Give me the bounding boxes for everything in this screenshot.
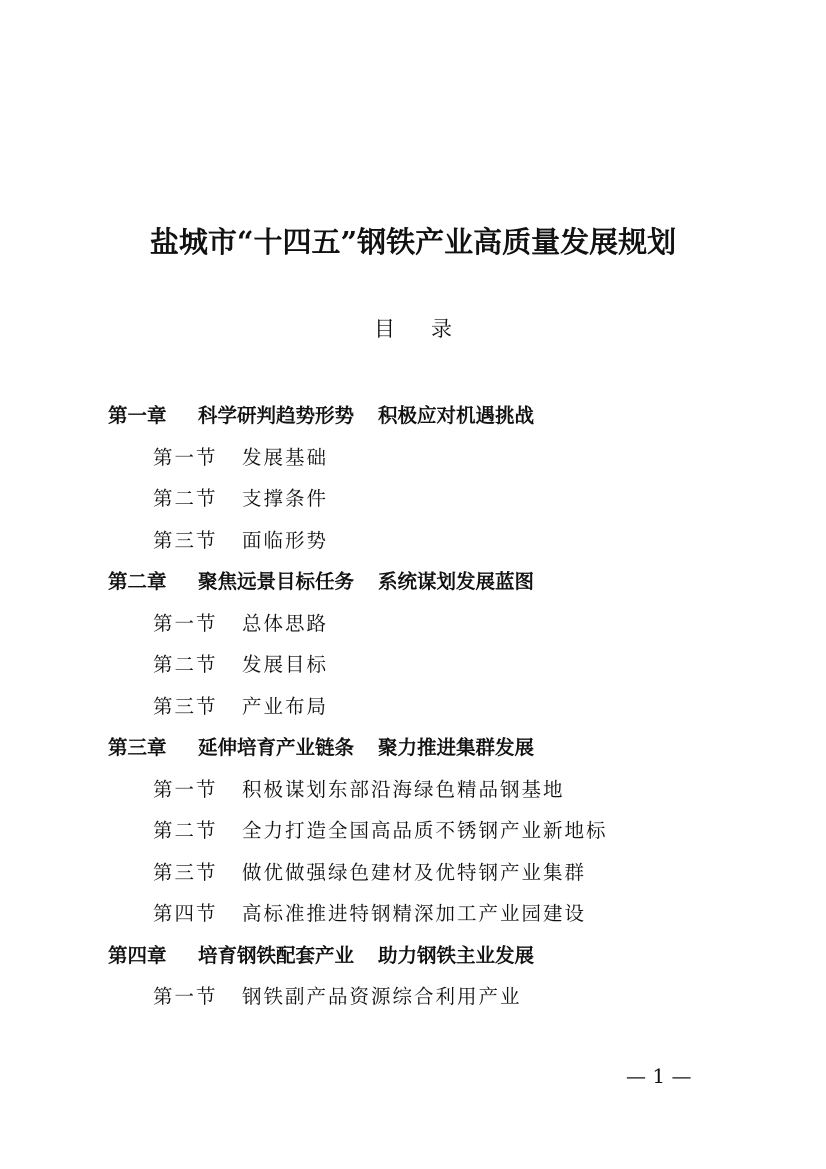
toc-chapter-2 — [0, 561, 826, 603]
section-title: 发展基础 — [242, 445, 329, 469]
chapter-title-a: 科学研判趋势形势 — [198, 404, 355, 427]
section-label: 第三节 — [153, 860, 218, 884]
section-label: 第三节 — [153, 528, 218, 552]
toc-chapter-1 — [0, 395, 826, 437]
chapter-title-a: 聚焦远景目标任务 — [198, 570, 355, 593]
section-label: 第一节 — [153, 985, 218, 1008]
toc-section — [0, 976, 826, 1018]
document-title: 盐城市“十四五”钢铁产业高质量发展规划 — [149, 225, 677, 259]
section-label: 第一节 — [153, 777, 218, 801]
section-title: 高标准推进特钢精深加工产业园建设 — [242, 902, 587, 925]
toc-heading-char-2: 录 — [431, 317, 452, 341]
chapter-title-b: 系统谋划发展蓝图 — [378, 570, 535, 593]
toc-section — [0, 769, 826, 811]
chapter-title-b: 助力钢铁主业发展 — [378, 943, 535, 967]
section-label: 第四节 — [153, 902, 218, 925]
page-number: — 1 — — [626, 1064, 692, 1088]
toc-section — [0, 437, 826, 479]
section-title: 面临形势 — [242, 528, 329, 552]
section-title: 积极谋划东部沿海绿色精品钢基地 — [242, 777, 565, 801]
toc-heading — [0, 314, 826, 344]
chapter-title-a: 培育钢铁配套产业 — [198, 943, 355, 967]
toc-section — [0, 810, 826, 852]
toc-section — [0, 520, 826, 562]
chapter-label: 第三章 — [108, 736, 167, 759]
chapter-title-b: 聚力推进集群发展 — [378, 736, 535, 759]
toc-section — [0, 478, 826, 520]
section-title: 支撑条件 — [242, 487, 329, 510]
chapter-label: 第四章 — [108, 943, 167, 967]
chapter-title-a: 延伸培育产业链条 — [198, 736, 355, 759]
toc-section — [0, 603, 826, 645]
section-title: 全力打造全国高品质不锈钢产业新地标 — [242, 819, 608, 842]
section-label: 第二节 — [153, 487, 218, 510]
toc-section — [0, 893, 826, 935]
toc-heading-char-1: 目 — [374, 317, 395, 341]
toc-chapter-4 — [0, 935, 826, 977]
toc-section — [0, 686, 826, 728]
section-label: 第一节 — [153, 445, 218, 469]
section-title: 发展目标 — [242, 653, 329, 676]
section-title: 总体思路 — [242, 611, 329, 635]
section-label: 第一节 — [153, 611, 218, 635]
table-of-contents — [0, 395, 826, 1018]
chapter-title-b: 积极应对机遇挑战 — [378, 404, 535, 427]
chapter-label: 第二章 — [108, 570, 167, 593]
section-label: 第二节 — [153, 653, 218, 676]
section-label: 第三节 — [153, 694, 218, 718]
chapter-label: 第一章 — [108, 404, 167, 427]
toc-chapter-3 — [0, 727, 826, 769]
section-title: 产业布局 — [242, 694, 329, 718]
toc-section — [0, 644, 826, 686]
section-title: 钢铁副产品资源综合利用产业 — [242, 985, 522, 1008]
section-title: 做优做强绿色建材及优特钢产业集群 — [242, 860, 587, 884]
section-label: 第二节 — [153, 819, 218, 842]
toc-section — [0, 852, 826, 894]
